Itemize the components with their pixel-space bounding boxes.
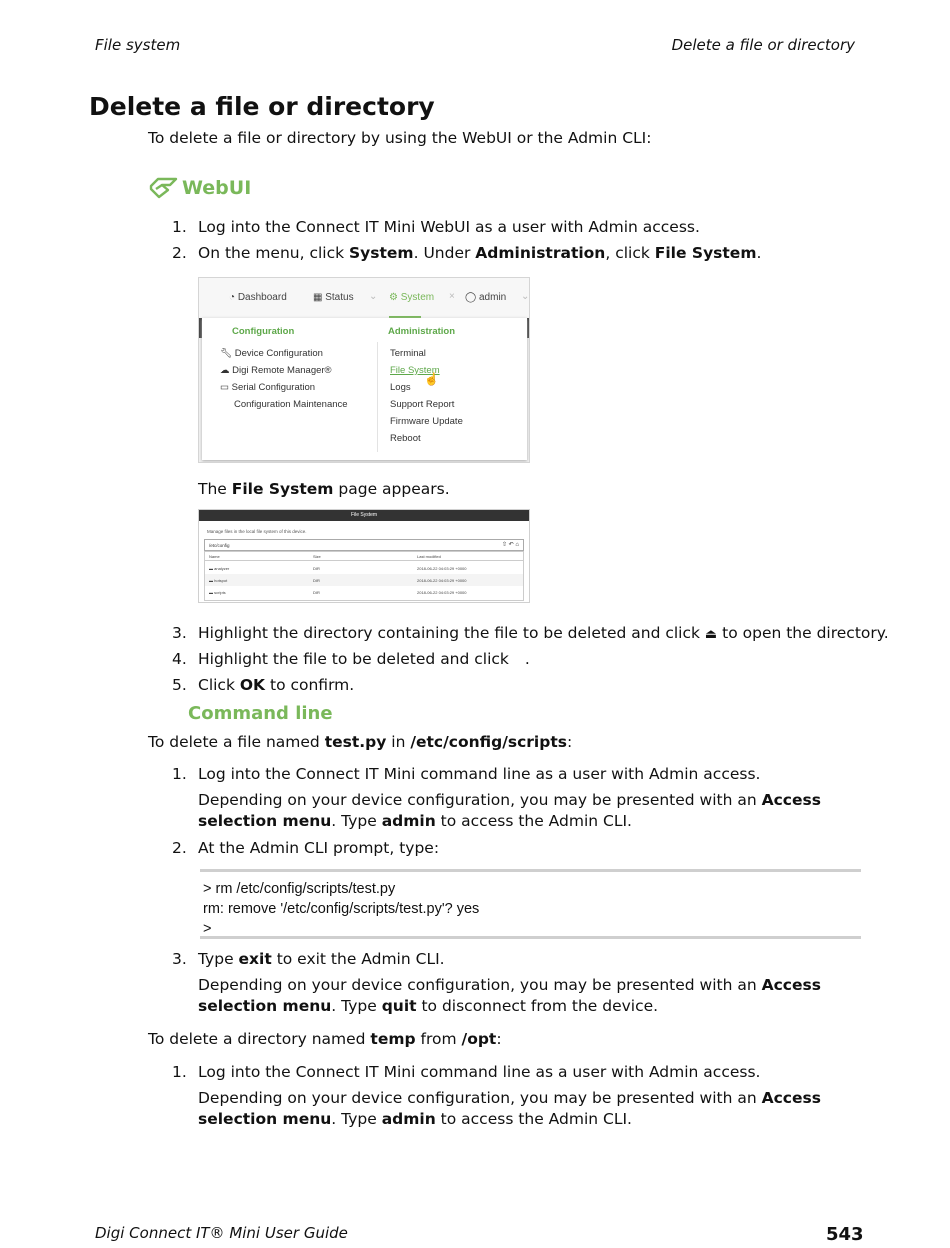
webui-heading-text: WebUI bbox=[182, 177, 252, 199]
nav-dashboard[interactable]: ◔ Dashboard bbox=[229, 292, 287, 303]
menu-firmware-update[interactable]: Firmware Update bbox=[390, 416, 463, 427]
command-line-heading: Command line bbox=[188, 703, 333, 724]
code-line-3: > bbox=[203, 921, 212, 937]
col-modified: Last modified bbox=[417, 554, 441, 559]
dropdown-menu bbox=[202, 318, 527, 460]
table-row[interactable]: ▬ hotspot DIR 2018-06-22 04:03:29 +0000 bbox=[205, 574, 523, 586]
pointer-cursor-icon: ☝ bbox=[424, 372, 439, 386]
table-row[interactable]: ▬ scripts DIR 2018-06-22 04:03:29 +0000 bbox=[209, 590, 467, 595]
running-header-topic: Delete a file or directory bbox=[671, 36, 855, 54]
menu-support-report[interactable]: Support Report bbox=[390, 399, 455, 410]
fs-table bbox=[204, 551, 524, 601]
fs-toolbar bbox=[502, 541, 519, 548]
running-header-section: File system bbox=[95, 36, 181, 54]
cli-step-3: 3. Type exit to exit the Admin CLI. bbox=[172, 950, 445, 968]
home-icon[interactable]: ⌂ bbox=[515, 542, 519, 548]
fs-description: Manage files in the local file system of this device. bbox=[207, 529, 307, 534]
webui-step-4: 4. Highlight the file to be deleted and click . bbox=[172, 650, 530, 668]
webui-step-5: 5. Click OK to confirm. bbox=[172, 676, 355, 694]
top-nav-bar bbox=[199, 278, 530, 318]
delete-directory-intro: To delete a directory named temp from /opt: bbox=[148, 1030, 502, 1048]
cli-step-3-note: Depending on your device configuration, you may be presented with an Access selection menu. Type quit to disconnect from the device. bbox=[198, 976, 821, 1015]
dashboard-icon: ◔ bbox=[229, 292, 236, 303]
open-directory-icon: ⏏ bbox=[704, 627, 718, 642]
wrench-icon: 🔧︎ bbox=[220, 348, 233, 359]
cli-step-2: 2. At the Admin CLI prompt, type: bbox=[172, 839, 440, 857]
menu-configuration-maintenance[interactable]: Configuration Maintenance bbox=[234, 399, 348, 410]
nav-system[interactable]: ⚙ System bbox=[389, 292, 435, 303]
close-icon: × bbox=[449, 291, 455, 302]
delete-file-intro: To delete a file named test.py in /etc/config/scripts: bbox=[148, 733, 573, 751]
webui-heading bbox=[148, 176, 251, 200]
webui-step-2: 2. On the menu, click System. Under Administration, click File System. bbox=[172, 244, 762, 262]
system-menu-screenshot bbox=[198, 277, 530, 463]
chevron-down-icon: ⌄ bbox=[521, 291, 530, 302]
chevron-down-icon: ⌄ bbox=[369, 291, 378, 302]
table-row[interactable]: ▬ analyzer DIR 2018-06-22 04:03:29 +0000 bbox=[209, 566, 467, 571]
nav-admin[interactable]: ◯ admin bbox=[465, 292, 507, 303]
code-block bbox=[200, 869, 861, 939]
upload-icon[interactable]: ⇧ bbox=[501, 542, 507, 548]
grid-icon: ▦ bbox=[313, 292, 323, 303]
menu-terminal[interactable]: Terminal bbox=[390, 348, 426, 359]
serial-icon: ▭ bbox=[220, 382, 229, 393]
file-system-appears-text: The File System page appears. bbox=[198, 480, 450, 498]
configuration-heading: Configuration bbox=[232, 326, 295, 337]
code-line-2: rm: remove '/etc/config/scripts/test.py'? yes bbox=[203, 901, 480, 917]
webui-icon bbox=[148, 176, 178, 200]
menu-divider bbox=[377, 342, 378, 452]
dir-step-1-note: Depending on your device configuration, you may be presented with an Access selection menu. Type admin to access the Admin CLI. bbox=[198, 1089, 821, 1128]
intro-text: To delete a file or directory by using the WebUI or the Admin CLI: bbox=[148, 129, 652, 147]
administration-heading: Administration bbox=[388, 326, 456, 337]
page-title: Delete a file or directory bbox=[89, 92, 435, 121]
footer-guide-title: Digi Connect IT® Mini User Guide bbox=[95, 1224, 348, 1242]
menu-serial-configuration[interactable]: ▭ Serial Configuration bbox=[220, 382, 316, 393]
col-size: Size bbox=[313, 554, 321, 559]
user-icon: ◯ bbox=[465, 292, 477, 303]
file-system-screenshot bbox=[198, 509, 530, 603]
code-line-1: > rm /etc/config/scripts/test.py bbox=[203, 881, 396, 897]
nav-status[interactable]: ▦ Status bbox=[313, 292, 354, 303]
dir-step-1: 1. Log into the Connect IT Mini command line as a user with Admin access. bbox=[172, 1063, 761, 1081]
menu-reboot[interactable]: Reboot bbox=[390, 433, 421, 444]
fs-title-bar: File System bbox=[199, 510, 529, 521]
menu-logs[interactable]: Logs bbox=[390, 382, 411, 393]
cloud-icon: ☁ bbox=[220, 365, 230, 376]
fs-path-bar bbox=[204, 539, 524, 551]
menu-digi-remote-manager[interactable]: ☁ Digi Remote Manager® bbox=[220, 365, 332, 376]
webui-step-1: 1. Log into the Connect IT Mini WebUI as a user with Admin access. bbox=[172, 218, 700, 236]
back-icon[interactable]: ↶ bbox=[508, 542, 514, 548]
col-name: Name bbox=[209, 554, 220, 559]
fs-path: /etc/config bbox=[209, 543, 230, 548]
page-number: 543 bbox=[826, 1224, 864, 1245]
menu-device-configuration[interactable]: 🔧︎ Device Configuration bbox=[220, 348, 323, 359]
menu-file-system[interactable]: File System bbox=[390, 365, 440, 376]
cli-step-1: 1. Log into the Connect IT Mini command line as a user with Admin access. bbox=[172, 765, 761, 783]
webui-step-3: 3. Highlight the directory containing the file to be deleted and click ⏏ to open the directory. bbox=[172, 624, 889, 642]
gear-icon: ⚙ bbox=[389, 292, 398, 303]
cli-step-1-note: Depending on your device configuration, you may be presented with an Access selection menu. Type admin to access the Admin CLI. bbox=[198, 791, 821, 830]
